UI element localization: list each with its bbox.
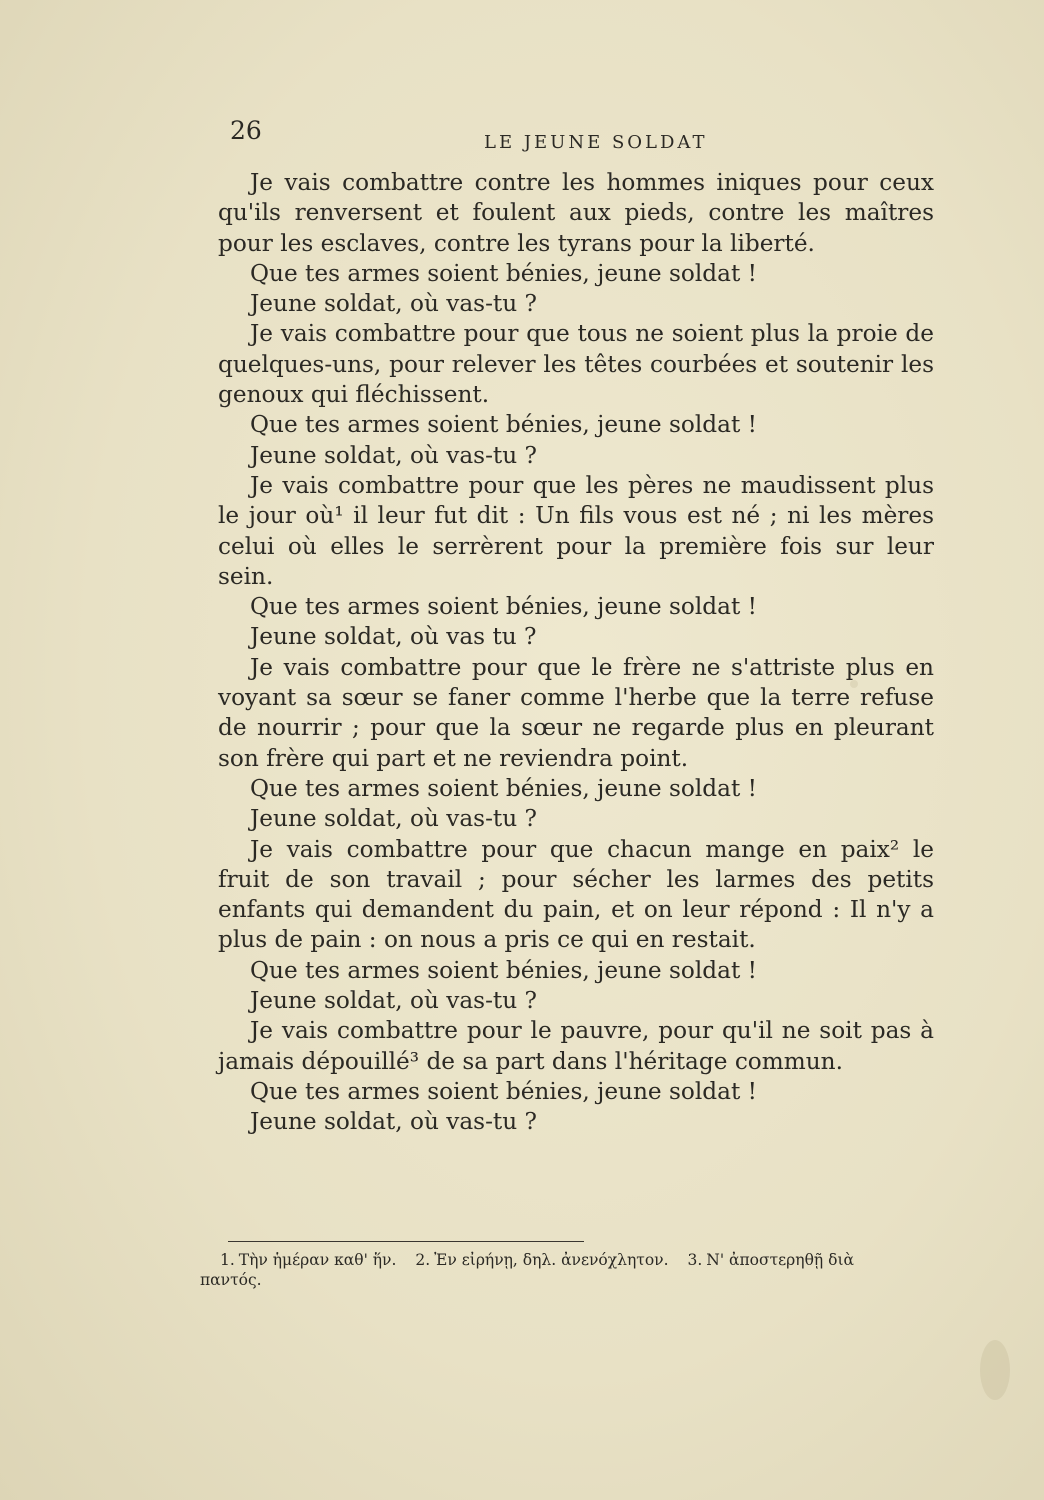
footnote-text: Τὴν ἡμέραν καθ' ἥν. bbox=[238, 1251, 397, 1269]
refrain-line: Que tes armes soient bénies, jeune soldat ! bbox=[250, 956, 757, 984]
page-number: 26 bbox=[230, 116, 262, 145]
verse-paragraph: Je vais combattre pour le pauvre, pour qu'il ne soit pas à jamais dépouillé³ de sa part dans l'héritage commun. bbox=[218, 1017, 934, 1075]
footnote-2 bbox=[415, 1251, 668, 1269]
verse-paragraph: Je vais combattre pour que les pères ne maudissent plus le jour où¹ il leur fut dit : Un fils vous est né ; ni les mères celui où elles le serrèrent pour la première fois sur leur sein. bbox=[218, 471, 934, 590]
footnote-1 bbox=[220, 1251, 396, 1269]
footnote-text: Ν' ἀποστερηθῇ διὰ παντός. bbox=[200, 1251, 854, 1289]
verse-paragraph: Je vais combattre pour que le frère ne s'attriste plus en voyant sa sœur se faner comme l'herbe que la terre refuse de nourrir ; pour que la sœur ne regarde plus en pleurant son frère qui part et ne reviendra point. bbox=[218, 653, 934, 772]
running-title: LE JEUNE SOLDAT bbox=[484, 132, 708, 153]
refrain-line: Que tes armes soient bénies, jeune soldat ! bbox=[250, 259, 757, 287]
footnote-number: 3. bbox=[687, 1251, 703, 1269]
question-line: Jeune soldat, où vas-tu ? bbox=[250, 805, 537, 833]
body-text bbox=[218, 168, 934, 1138]
question-line: Jeune soldat, où vas-tu ? bbox=[250, 1108, 537, 1136]
question-line: Jeune soldat, où vas-tu ? bbox=[250, 987, 537, 1015]
footnote-text: Ἐν εἰρήνῃ, δηλ. ἀνενόχλητον. bbox=[434, 1251, 669, 1269]
refrain-line: Que tes armes soient bénies, jeune soldat ! bbox=[250, 774, 757, 802]
footnote-number: 1. bbox=[220, 1251, 235, 1269]
paper-stain bbox=[980, 1340, 1010, 1400]
question-line: Jeune soldat, où vas-tu ? bbox=[250, 441, 537, 469]
verse-paragraph: Je vais combattre contre les hommes iniques pour ceux qu'ils renversent et foulent aux pieds, contre les maîtres pour les esclaves, contre les tyrans pour la liberté. bbox=[218, 169, 934, 257]
question-line: Jeune soldat, où vas tu ? bbox=[250, 623, 537, 651]
footnote-number: 2. bbox=[415, 1251, 431, 1269]
refrain-line: Que tes armes soient bénies, jeune soldat ! bbox=[250, 593, 757, 621]
refrain-line: Que tes armes soient bénies, jeune soldat ! bbox=[250, 411, 757, 439]
footnote-rule bbox=[228, 1241, 584, 1242]
refrain-line: Que tes armes soient bénies, jeune soldat ! bbox=[250, 1077, 757, 1105]
question-line: Jeune soldat, où vas-tu ? bbox=[250, 290, 537, 318]
verse-paragraph: Je vais combattre pour que tous ne soient plus la proie de quelques-uns, pour relever les têtes courbées et soutenir les genoux qui fléchissent. bbox=[218, 320, 934, 409]
verse-paragraph: Je vais combattre pour que chacun mange en paix² le fruit de son travail ; pour sécher les larmes des petits enfants qui demandent du pain, et on leur répond : Il n'y a plus de pain : on nous a pris ce qui en restait. bbox=[218, 835, 934, 954]
footnotes bbox=[200, 1250, 920, 1290]
